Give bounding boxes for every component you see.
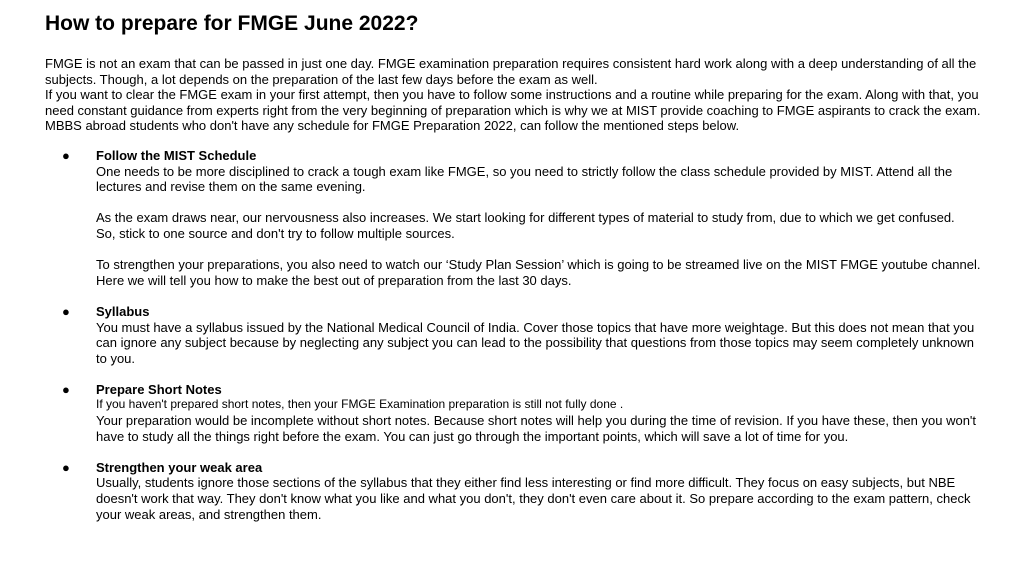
intro-paragraph: MBBS abroad students who don't have any schedule for FMGE Preparation 2022, can follow the mentioned steps below. <box>45 118 740 134</box>
bullet-icon: ● <box>62 303 70 319</box>
list-item-paragraph: So, stick to one source and don't try to follow multiple sources. <box>96 225 455 241</box>
list-item-paragraph: To strengthen your preparations, you also need to watch our ‘Study Plan Session’ which is going to be streamed live on the MIST FMGE youtube channel. Here we will tell you how to make the best out of preparation from the last 30 days. <box>96 257 981 288</box>
bullet-icon: ● <box>62 147 70 163</box>
list-item-syllabus <box>45 304 985 366</box>
list-item-title: Syllabus <box>96 303 150 319</box>
list-item-paragraph: You must have a syllabus issued by the National Medical Council of India. Cover those topics that have more weightage. But this does not mean that you can ignore any subject because by neglecting any subject you can lead to the possibility that questions from those topics may seem completely unknown to you. <box>96 319 975 366</box>
list-item-paragraph: Usually, students ignore those sections of the syllabus that they either find less interesting or find more difficult. They focus on easy subjects, but NBE doesn't work that way. They don't know what you like and what you don't, they don't even care about it. So prepare according to the exam pattern, check your weak areas, and strengthen them. <box>96 475 971 522</box>
document-page <box>45 0 985 538</box>
list-item-title: Strengthen your weak area <box>96 459 263 475</box>
list-item-title: Follow the MIST Schedule <box>96 147 257 163</box>
list-item-paragraph: As the exam draws near, our nervousness also increases. We start looking for different types of material to study from, due to which we get confused. <box>96 210 955 226</box>
bullet-icon: ● <box>62 381 70 397</box>
intro-section <box>45 56 985 134</box>
list-item-short-notes <box>45 382 985 444</box>
list-item-paragraph: If you haven't prepared short notes, then your FMGE Examination preparation is still not fully done . <box>96 397 624 412</box>
list-item-paragraph: One needs to be more disciplined to crack a tough exam like FMGE, so you need to strictly follow the class schedule provided by MIST. Attend all the lectures and revise them on the same evening. <box>96 163 953 195</box>
intro-paragraph: If you want to clear the FMGE exam in your first attempt, then you have to follow some instructions and a routine while preparing for the exam. Along with that, you need constant guidance from experts right from the very beginning of preparation which is why we at MIST provide coaching to FMGE aspirants to crack the exam. <box>45 87 981 118</box>
steps-list <box>45 148 985 522</box>
list-item-mist-schedule <box>45 148 985 288</box>
bullet-icon: ● <box>62 459 70 475</box>
list-item-title: Prepare Short Notes <box>96 381 222 397</box>
list-item-paragraph: Your preparation would be incomplete without short notes. Because short notes will help you during the time of revision. If you have these, then you won't have to study all the things right before the exam. You can just go through the important points, which will save a lot of time for you. <box>96 413 977 444</box>
list-item-weak-area <box>45 460 985 522</box>
intro-paragraph: FMGE is not an exam that can be passed in just one day. FMGE examination preparation requires consistent hard work along with a deep understanding of all the subjects. Though, a lot depends on the preparation of the last few days before the exam as well. <box>45 56 977 87</box>
page-title: How to prepare for FMGE June 2022? <box>45 12 419 35</box>
